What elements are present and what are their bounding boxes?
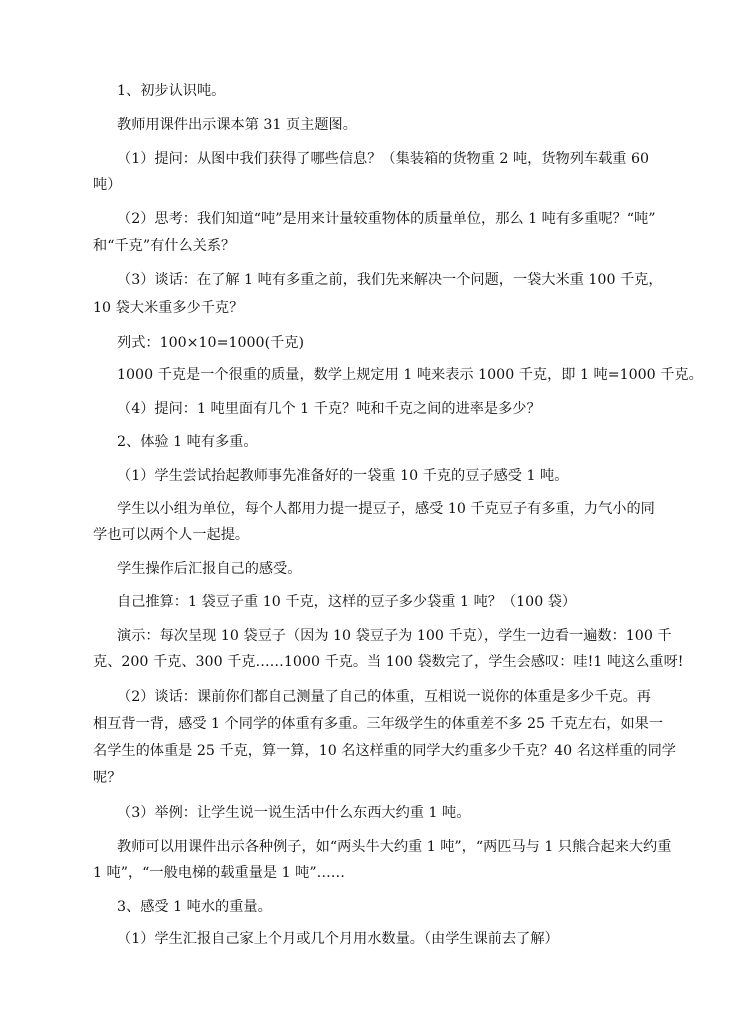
paragraph-16 [117,800,677,826]
paragraph-line: 吨） [93,177,122,193]
paragraph-15-line-3 [93,738,676,764]
paragraph-17-line-1 [117,834,677,860]
paragraph-5-line-2 [93,295,653,321]
paragraph-10 [117,463,677,489]
paragraph-4-line-2 [93,233,653,259]
paragraph-line: 学生操作后汇报自己的感受。 [117,561,302,577]
paragraph-line: 1 吨”，“一般电梯的载重量是 1 吨”…… [93,865,345,881]
paragraph-line: （1）提问：从图中我们获得了哪些信息？（集装箱的货物重 2 吨，货物列车载重 60 [117,151,650,167]
paragraph-line: 10 袋大米重多少千克？ [93,300,244,316]
paragraph-12 [117,556,677,582]
paragraph-line: 呢？ [93,770,122,786]
paragraph-line: （3）举例：让学生说一说生活中什么东西大约重 1 吨。 [117,805,471,821]
paragraph-line: （2）谈话：课前你们都自己测量了自己的体重，互相说一说你的体重是多少千克。再 [117,689,651,705]
paragraph-line: （1）学生尝试抬起教师事先准备好的一袋重 10 千克的豆子感受 1 吨。 [117,468,569,484]
paragraph-4-line-1 [117,206,677,232]
paragraph-line: （4）提问：1 吨里面有几个 1 千克？吨和千克之间的进率是多少？ [117,401,541,417]
paragraph-line: 3、感受 1 吨水的重量。 [117,899,272,915]
paragraph-line: 1、初步认识吨。 [117,83,226,99]
paragraph-14-line-2 [93,649,684,675]
paragraph-line: 名学生的体重是 25 千克，算一算，10 名这样重的同学大约重多少千克？40 名这样重的同学 [93,743,676,759]
paragraph-8 [117,396,677,422]
paragraph-line: 演示：每次呈现 10 袋豆子（因为 10 袋豆子为 100 千克），学生一边看一遍数：100 千 [117,628,672,644]
paragraph-line: 教师用课件出示课本第 31 页主题图。 [117,117,357,133]
paragraph-line: （1）学生汇报自己家上个月或几个月用水数量。（由学生课前去了解） [117,931,559,947]
paragraph-line: 克、200 千克、300 千克……1000 千克。当 100 袋数完了，学生会感叹：哇!1 吨这么重呀! [93,654,684,670]
paragraph-5-line-1 [117,267,677,293]
paragraph-2 [117,112,677,138]
paragraph-15-line-4 [93,765,653,791]
paragraph-line: 自己推算：1 袋豆子重 10 千克，这样的豆子多少袋重 1 吨？（100 袋） [117,594,577,610]
paragraph-13 [117,589,677,615]
paragraph-line: （3）谈话：在了解 1 吨有多重之前，我们先来解决一个问题，一袋大米重 100 千克， [117,272,663,288]
paragraph-11-line-1 [117,496,677,522]
paragraph-1 [117,78,677,104]
paragraph-17-line-2 [93,860,653,886]
paragraph-line: 1000 千克是一个很重的质量，数学上规定用 1 吨来表示 1000 千克，即 1 吨=1000 千克。 [117,367,703,383]
paragraph-6 [117,330,677,356]
paragraph-19 [117,926,677,952]
paragraph-15-line-1 [117,684,677,710]
paragraph-14-line-1 [117,623,677,649]
paragraph-line: 2、体验 1 吨有多重。 [117,434,258,450]
paragraph-3-line-2 [93,172,653,198]
paragraph-9 [117,429,677,455]
paragraph-11-line-2 [93,522,653,548]
paragraph-line: （2）思考：我们知道“吨”是用来计量较重物体的质量单位，那么 1 吨有多重呢？“吨” [117,211,656,227]
paragraph-15-line-2 [93,711,664,737]
paragraph-3-line-1 [117,146,677,172]
paragraph-7 [117,362,703,388]
paragraph-18 [117,894,677,920]
paragraph-line: 列式：100×10=1000(千克) [117,335,305,351]
paragraph-line: 学生以小组为单位，每个人都用力提一提豆子，感受 10 千克豆子有多重，力气小的同 [117,501,655,517]
paragraph-line: 和“千克”有什么关系？ [93,238,236,254]
paragraph-line: 教师可以用课件出示各种例子，如“两头牛大约重 1 吨”，“两匹马与 1 只熊合起来大约重 [117,839,672,855]
paragraph-line: 学也可以两个人一起提。 [93,527,250,543]
paragraph-line: 相互背一背，感受 1 个同学的体重有多重。三年级学生的体重差不多 25 千克左右，如果一 [93,716,664,732]
